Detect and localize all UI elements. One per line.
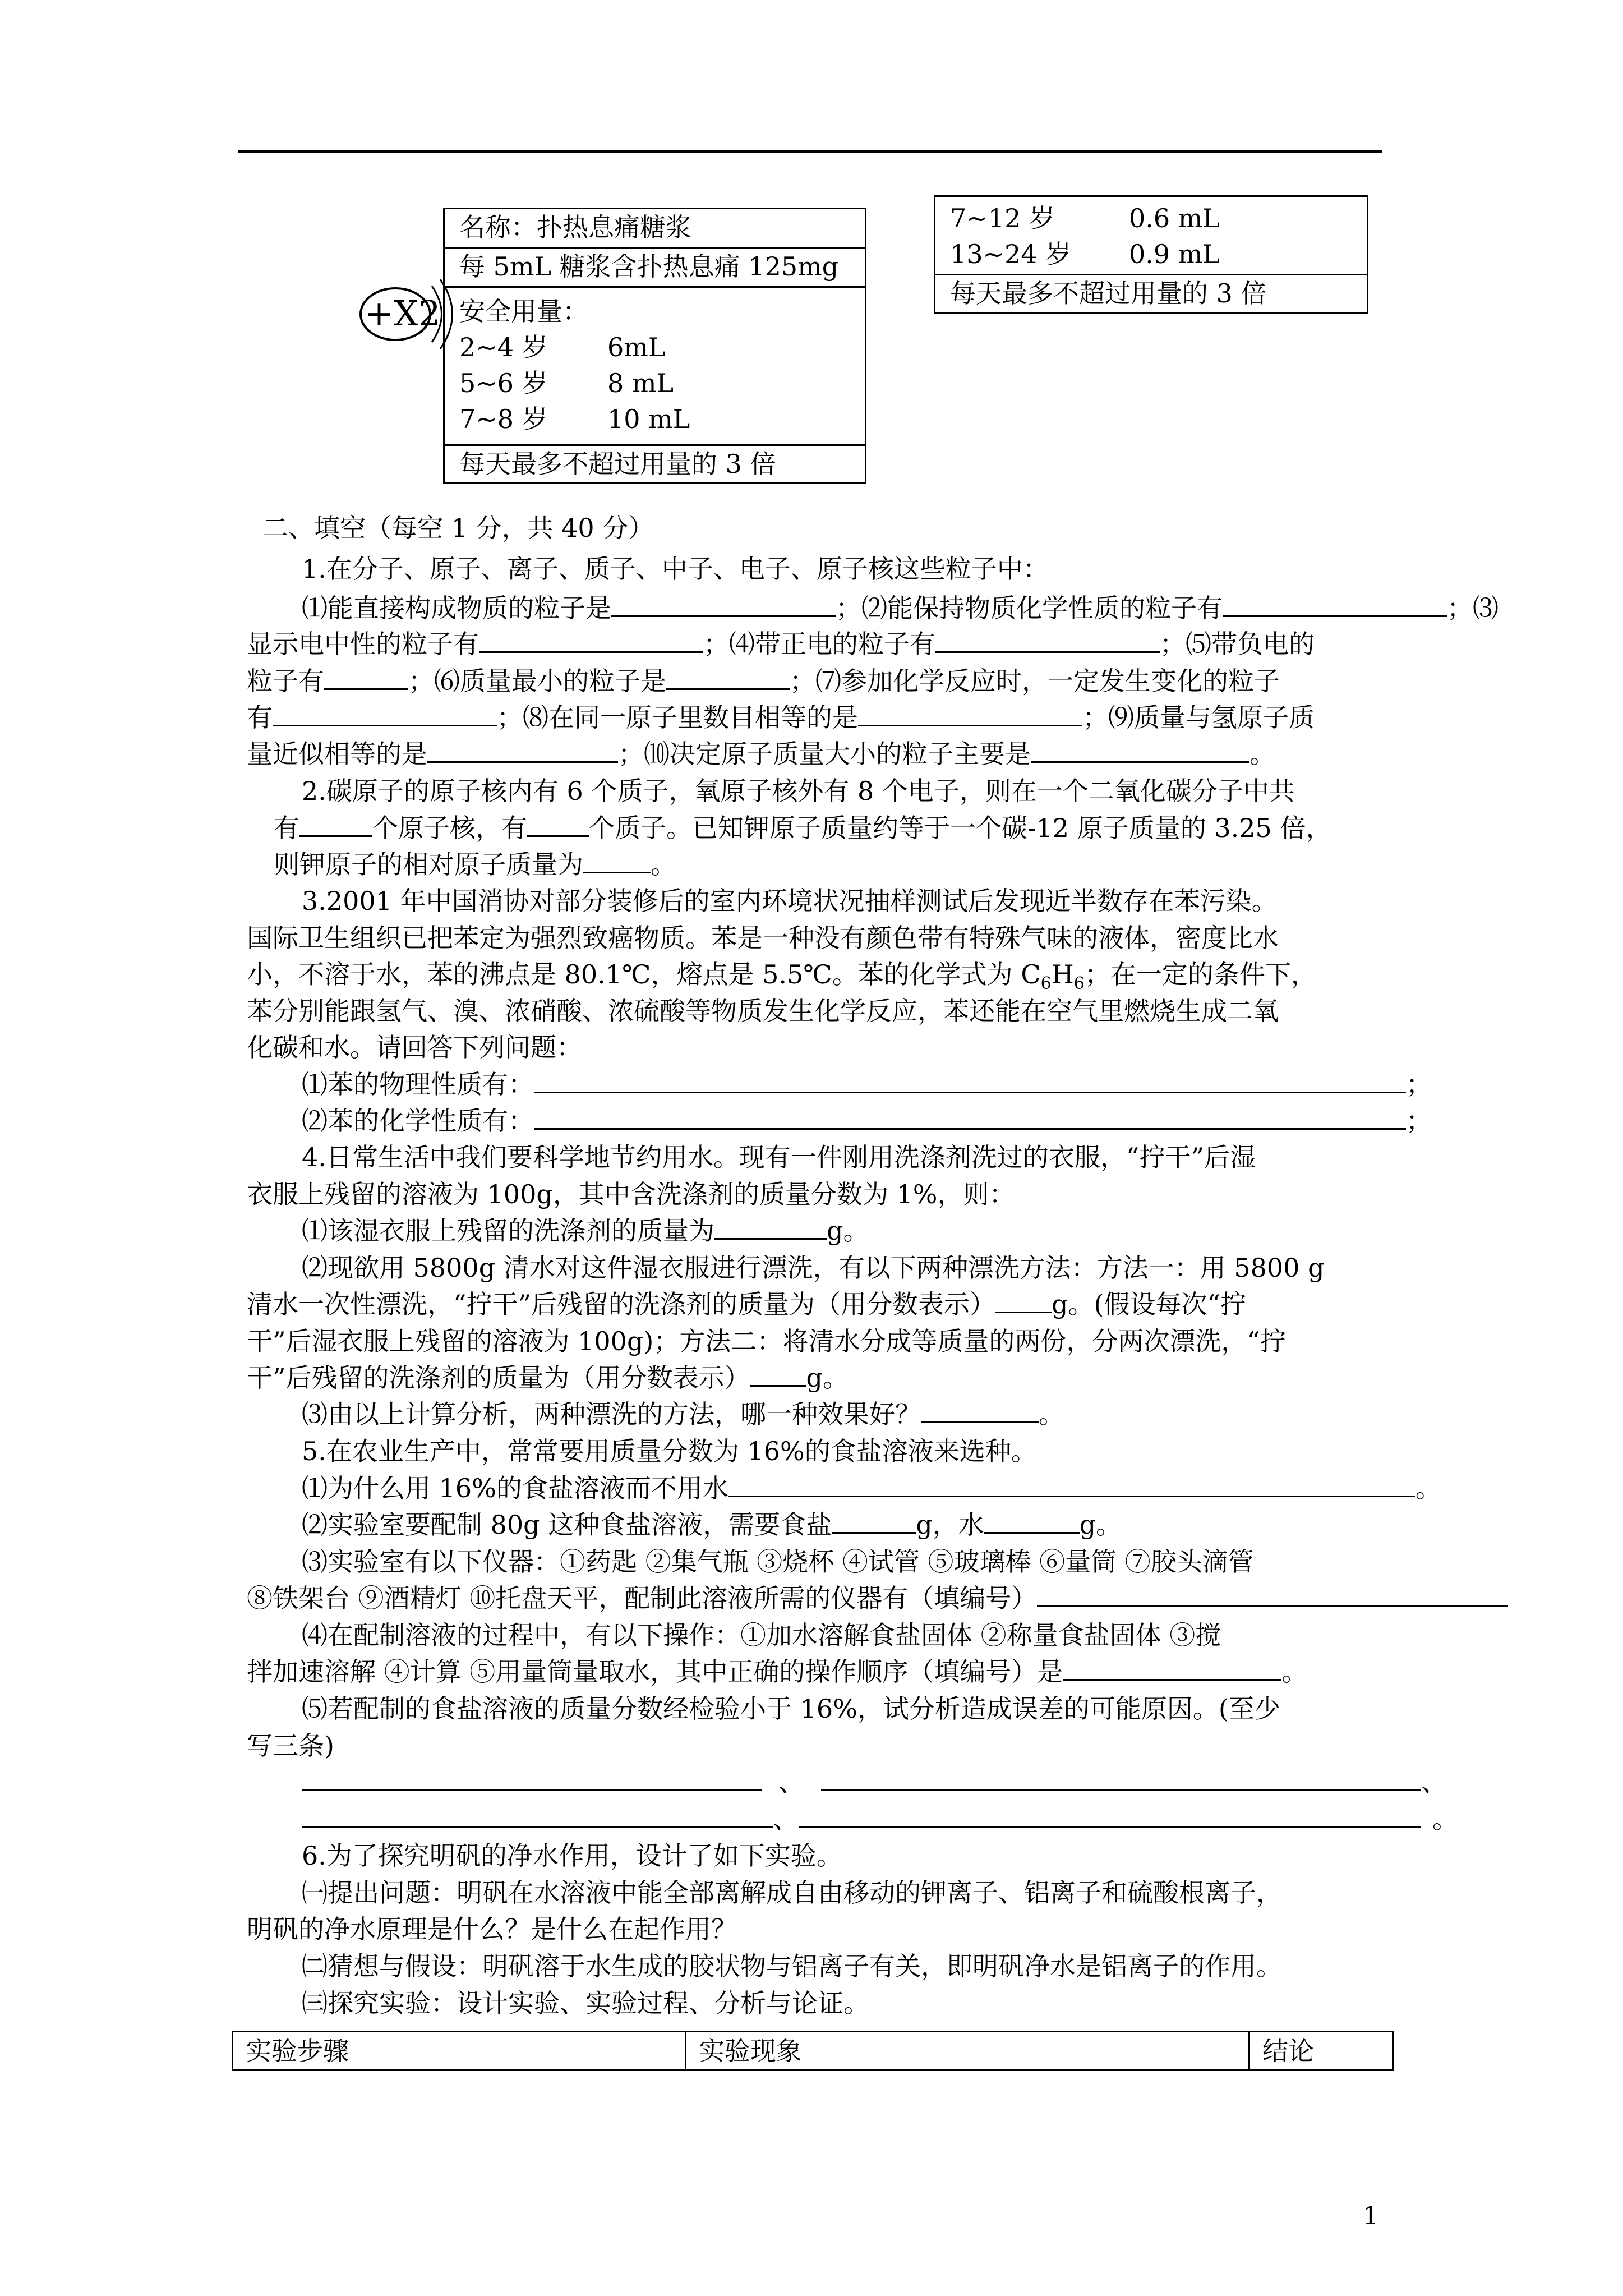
blank[interactable]	[935, 625, 1160, 653]
experiment-table	[232, 2031, 1394, 2071]
blank[interactable]	[1037, 1580, 1508, 1607]
text: ⑴能直接构成物质的粒子是	[302, 593, 611, 623]
label-footer: 每天最多不超过用量的 3 倍	[459, 449, 776, 479]
dose-age: 13~24 岁	[950, 239, 1072, 269]
blank[interactable]	[1031, 735, 1249, 763]
label-safe-dose	[445, 288, 865, 446]
q3-line1: 3.2001 年中国消协对部分装修后的室内环境状况抽样测试后发现近半数存在苯污染。	[302, 886, 1278, 916]
blank[interactable]	[273, 699, 497, 726]
dose-age: 7~8 岁	[459, 404, 548, 434]
blank[interactable]	[302, 1801, 773, 1828]
q1-line4	[247, 697, 1615, 734]
q3-physical	[302, 1064, 1432, 1101]
text: 粒子有	[247, 666, 324, 696]
q5-line2	[302, 1468, 1441, 1505]
q4-line6: 干”后湿衣服上残留的溶液为 100g)；方法二：将清水分成等质量的两份，分两次漂洗，“拧	[247, 1326, 1286, 1356]
label-content: 每 5mL 糖浆含扑热息痛 125mg	[445, 249, 865, 288]
text: 。	[1039, 1399, 1064, 1429]
q5-line7	[247, 1651, 1615, 1688]
q5-line5	[247, 1578, 1615, 1615]
q3-line5: 化碳和水。请回答下列问题：	[247, 1032, 582, 1062]
text: ⑧铁架台 ⑨酒精灯 ⑩托盘天平，配制此溶液所需的仪器有（填编号）	[247, 1583, 1038, 1613]
header-rule	[238, 150, 1382, 153]
q1-line1	[302, 588, 1498, 625]
blank[interactable]	[299, 809, 372, 837]
text: 个质子。已知钾原子质量约等于一个碳-12 原子质量的 3.25 倍，	[589, 813, 1332, 843]
blank[interactable]	[799, 1801, 1421, 1828]
q5-line1: 5.在农业生产中，常常要用质量分数为 16%的食盐溶液来选种。	[302, 1436, 1037, 1466]
q4-line3	[302, 1211, 869, 1248]
text: ；⑷带正电的粒子有	[703, 629, 935, 659]
logo-text: +X2	[365, 293, 441, 334]
q2-line3	[274, 844, 676, 881]
dose-age: 5~6 岁	[459, 368, 548, 398]
table-header-steps: 实验步骤	[246, 2036, 349, 2066]
text: H	[1051, 959, 1074, 990]
q3-line2: 国际卫生组织已把苯定为强烈致癌物质。苯是一种没有颜色带有特殊气味的液体，密度比水	[247, 923, 1279, 953]
label-safe-title: 安全用量：	[459, 296, 588, 326]
blank[interactable]	[324, 662, 408, 690]
text: 。	[1415, 1473, 1441, 1503]
text: 。	[1281, 1657, 1308, 1687]
text: g。	[827, 1216, 869, 1246]
q1-line2	[247, 624, 1615, 661]
text: 。	[1432, 1804, 1458, 1834]
text: ；	[1406, 1069, 1432, 1099]
q4-line2: 衣服上残留的溶液为 100g，其中含洗涤剂的质量分数为 1%，则：	[247, 1179, 1015, 1209]
text: 则钾原子的相对原子质量为	[274, 849, 583, 880]
text: 、	[773, 1804, 799, 1834]
dose-amount: 0.9 mL	[1129, 239, 1220, 269]
medicine-label-box-continued	[934, 195, 1368, 314]
blank[interactable]	[1223, 590, 1447, 617]
q5-line6: ⑷在配制溶液的过程中，有以下操作：①加水溶解食盐固体 ②称量食盐固体 ③搅	[302, 1620, 1221, 1650]
blank[interactable]	[666, 662, 790, 690]
dose-amount: 6mL	[607, 332, 666, 362]
q1-line3	[247, 661, 1615, 698]
text: 清水一次性漂洗，“拧干”后残留的洗涤剂的质量为（用分数表示）	[247, 1289, 996, 1319]
text: ；⑶	[1447, 593, 1498, 623]
blank[interactable]	[984, 1506, 1080, 1534]
q5-answer-line2	[302, 1799, 1458, 1836]
blank[interactable]	[534, 1102, 1406, 1130]
q4-line7	[247, 1358, 1615, 1395]
dose-row	[459, 365, 865, 401]
blank[interactable]	[921, 1396, 1039, 1423]
blank[interactable]	[858, 699, 1082, 726]
text: ；⑸带负电的	[1160, 629, 1315, 659]
blank[interactable]	[534, 1066, 1406, 1093]
blank[interactable]	[821, 1764, 1421, 1791]
label-name: 名称：扑热息痛糖浆	[445, 209, 865, 249]
text: ；⑺参加化学反应时，一定发生变化的粒子	[790, 666, 1280, 696]
text: 干”后残留的洗涤剂的质量为（用分数表示）	[247, 1363, 750, 1393]
text: ；⑽决定原子质量大小的粒子主要是	[618, 739, 1031, 769]
dose-row	[459, 401, 865, 437]
text: 。	[651, 849, 676, 880]
q6-line1: 6.为了探究明矾的净水作用，设计了如下实验。	[302, 1841, 842, 1871]
text: ；⑹质量最小的粒子是	[408, 666, 666, 696]
text: 个原子核，有	[372, 813, 527, 843]
text: ⑴苯的物理性质有：	[302, 1069, 534, 1099]
q2-line1: 2.碳原子的原子核内有 6 个质子，氧原子核外有 8 个电子，则在一个二氧化碳分子中共	[302, 776, 1295, 806]
text: 、	[778, 1767, 804, 1797]
text: ；⑻在同一原子里数目相等的是	[497, 702, 858, 733]
q3-line4: 苯分别能跟氢气、溴、浓硝酸、浓硫酸等物质发生化学反应，苯还能在空气里燃烧生成二氧	[247, 996, 1279, 1026]
medicine-label-box	[443, 208, 866, 484]
label-footer: 每天最多不超过用量的 3 倍	[950, 278, 1267, 309]
q5-line4: ⑶实验室有以下仪器：①药匙 ②集气瓶 ③烧杯 ④试管 ⑤玻璃棒 ⑥量筒 ⑦胶头滴管	[302, 1547, 1254, 1577]
blank[interactable]	[611, 590, 836, 617]
text: 显示电中性的粒子有	[247, 629, 479, 659]
subscript: 6	[1073, 974, 1085, 994]
section-title: 二、填空（每空 1 分，共 40 分）	[262, 513, 654, 543]
q6-line4: ㈡猜想与假设：明矾溶于水生成的胶状物与铝离子有关，即明矾净水是铝离子的作用。	[302, 1951, 1282, 1981]
table-header-conclusion: 结论	[1262, 2036, 1314, 2066]
blank[interactable]	[995, 1286, 1052, 1313]
text: g。	[806, 1363, 849, 1393]
text: 有	[247, 702, 273, 733]
blank[interactable]	[583, 846, 651, 873]
text: ；⑼质量与氢原子质	[1082, 702, 1315, 733]
q4-line4: ⑵现欲用 5800g 清水对这件湿衣服进行漂洗，有以下两种漂洗方法：方法一：用 5800 g	[302, 1253, 1325, 1283]
text: 。	[1249, 739, 1275, 769]
q5-answer-line1	[302, 1762, 1447, 1799]
text: g。(假设每次“拧	[1052, 1289, 1246, 1319]
q1-line5	[247, 734, 1615, 771]
q4-line5	[247, 1284, 1615, 1321]
dose-amount: 8 mL	[607, 368, 674, 398]
text: g，水	[916, 1510, 984, 1540]
q1-stem: 1.在分子、原子、离子、质子、中子、电子、原子核这些粒子中：	[302, 554, 1049, 584]
text: 小，不溶于水，苯的沸点是 80.1℃，熔点是 5.5℃。苯的化学式为 C	[247, 959, 1041, 990]
text: ；⑵能保持物质化学性质的粒子有	[836, 593, 1223, 623]
q5-line8: ⑸若配制的食盐溶液的质量分数经检验小于 16%，试分析造成误差的可能原因。(至少	[302, 1694, 1280, 1724]
text: 有	[274, 813, 299, 843]
q5-line3	[302, 1504, 1122, 1542]
blank[interactable]	[479, 625, 703, 653]
text: 拌加速溶解 ④计算 ⑤用量筒量取水，其中正确的操作顺序（填编号）是	[247, 1657, 1063, 1687]
q2-line2	[274, 808, 1331, 845]
dose-age: 2~4 岁	[459, 332, 548, 362]
text: ⑵苯的化学性质有：	[302, 1106, 534, 1136]
q6-line5: ㈢探究实验：设计实验、实验过程、分析与论证。	[302, 1988, 869, 2018]
text: 量近似相等的是	[247, 739, 427, 769]
text: ⑵实验室要配制 80g 这种食盐溶液，需要食盐	[302, 1510, 832, 1540]
label-dose-rows	[935, 197, 1367, 275]
q6-line2: ㈠提出问题：明矾在水溶液中能全部离解成自由移动的钾离子、铝离子和硫酸根离子，	[302, 1878, 1282, 1908]
text: g。	[1079, 1510, 1122, 1540]
blank[interactable]	[427, 735, 618, 763]
text: 、	[1421, 1767, 1447, 1797]
blank[interactable]	[1063, 1653, 1281, 1681]
dose-row	[950, 200, 1367, 236]
text: ⑴为什么用 16%的食盐溶液而不用水	[302, 1473, 728, 1503]
dose-row	[950, 236, 1367, 272]
text: ⑴该湿衣服上残留的洗涤剂的质量为	[302, 1216, 714, 1246]
text: ；	[1406, 1106, 1432, 1136]
q4-line8	[302, 1394, 1064, 1431]
blank[interactable]	[750, 1359, 806, 1387]
q3-chemical	[302, 1101, 1432, 1138]
subscript: 6	[1040, 974, 1052, 994]
q6-line3: 明矾的净水原理是什么？是什么在起作用？	[247, 1914, 737, 1944]
dose-amount: 0.6 mL	[1129, 203, 1220, 233]
dose-amount: 10 mL	[607, 404, 690, 434]
q4-line1: 4.日常生活中我们要科学地节约用水。现有一件刚用洗涤剂洗过的衣服，“拧干”后湿	[302, 1142, 1256, 1172]
blank[interactable]	[832, 1506, 916, 1534]
blank[interactable]	[728, 1470, 1415, 1497]
text: ⑶由以上计算分析，两种漂洗的方法，哪一种效果好？	[302, 1399, 921, 1429]
blank[interactable]	[714, 1212, 827, 1240]
page-number: 1	[1363, 2202, 1378, 2230]
text: ；在一定的条件下，	[1084, 959, 1317, 990]
dose-age: 7~12 岁	[950, 203, 1055, 233]
dose-row	[459, 329, 865, 365]
table-header-phenomena: 实验现象	[699, 2036, 802, 2066]
q5-line9: 写三条)	[247, 1731, 334, 1761]
blank[interactable]	[527, 809, 589, 837]
q3-line3	[247, 954, 1615, 993]
blank[interactable]	[302, 1764, 762, 1791]
